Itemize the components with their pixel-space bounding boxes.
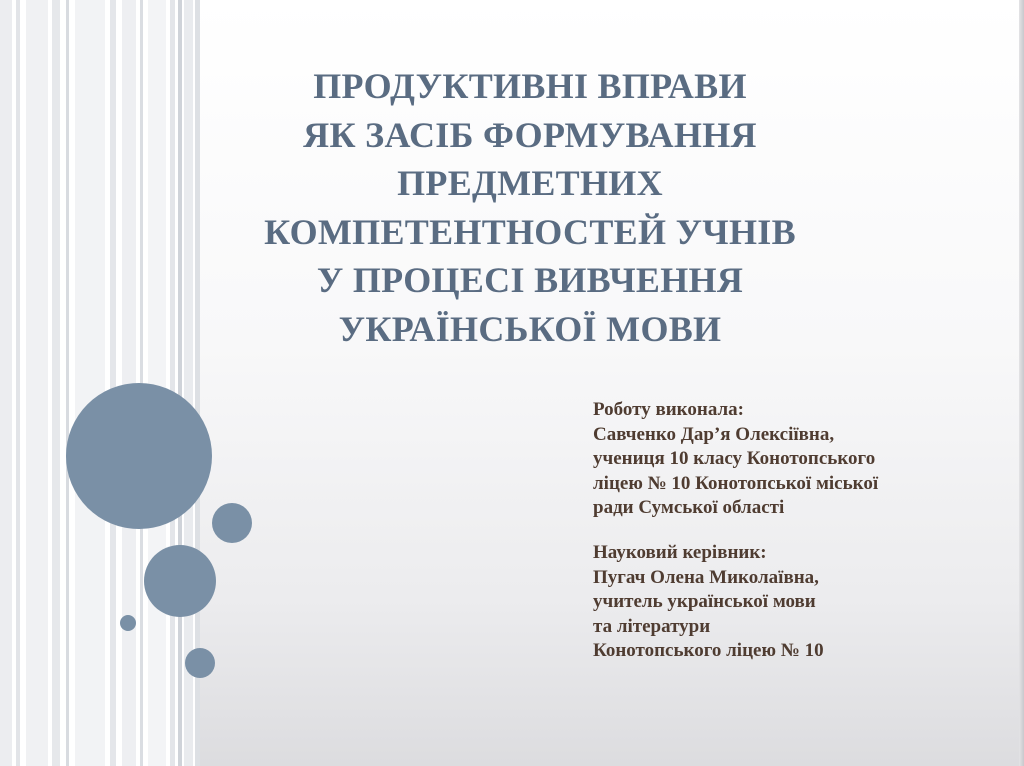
title-line: ЯК ЗАСІБ ФОРМУВАННЯ — [303, 114, 757, 155]
small-circle-bottom — [185, 648, 215, 678]
title-line: КОМПЕТЕНТНОСТЕЙ УЧНІВ — [264, 211, 796, 252]
title-line: У ПРОЦЕСІ ВИВЧЕННЯ — [316, 260, 744, 300]
author-name: Савченко Дар’я Олексіївна, — [593, 423, 835, 445]
author-detail: ліцею № 10 Конотопської міської — [593, 472, 879, 494]
supervisor-heading: Науковий керівник: — [593, 542, 767, 563]
large-circle — [66, 383, 212, 529]
author-detail: учениця 10 класу Конотопського — [593, 448, 876, 469]
title-line: ПРОДУКТИВНІ ВПРАВИ — [313, 66, 747, 106]
title-line: ПРЕДМЕТНИХ — [397, 163, 663, 203]
supervisor-block — [593, 541, 1013, 664]
author-heading: Роботу виконала: — [593, 399, 744, 420]
right-edge-strip — [1019, 0, 1024, 766]
small-circle-right — [212, 503, 252, 543]
supervisor-detail: учитель української мови — [593, 591, 816, 612]
tiny-circle — [120, 615, 136, 631]
supervisor-name: Пугач Олена Миколаївна, — [593, 566, 819, 588]
title-line: УКРАЇНСЬКОЇ МОВИ — [338, 308, 722, 349]
author-block — [593, 398, 1013, 521]
slide-title — [212, 62, 848, 353]
supervisor-detail: та літератури — [593, 615, 711, 637]
author-detail: ради Сумської області — [593, 497, 785, 518]
supervisor-detail: Конотопського ліцею № 10 — [593, 640, 824, 661]
medium-circle — [144, 545, 216, 617]
